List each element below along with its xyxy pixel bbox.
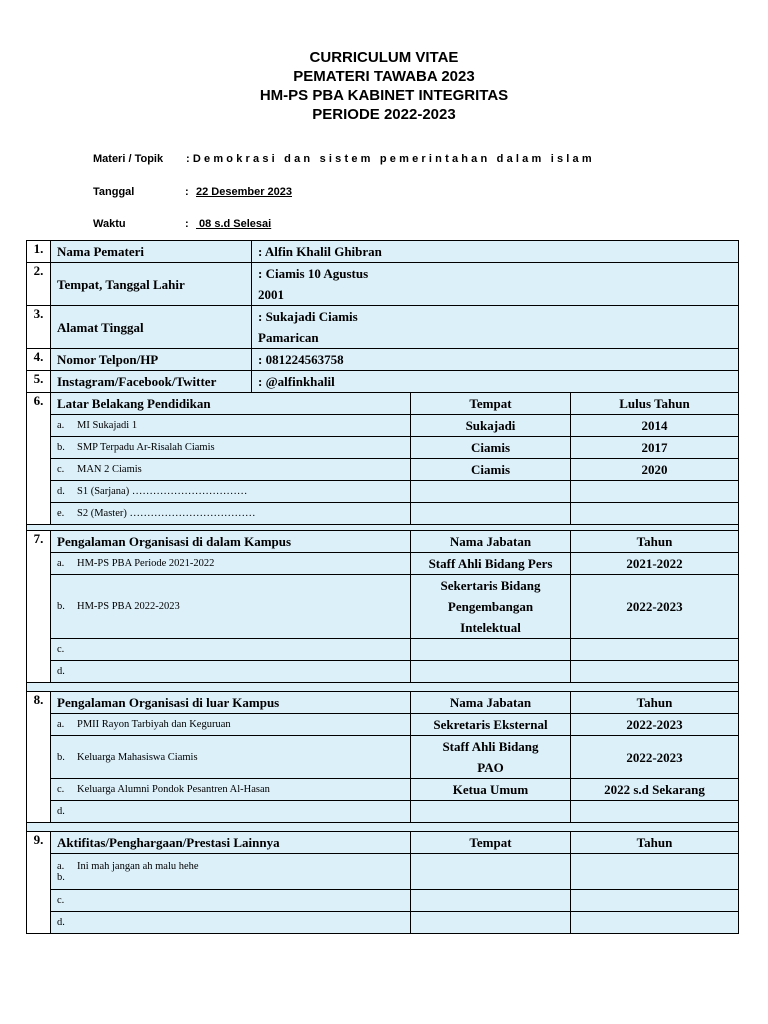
- table-row: [27, 553, 739, 575]
- entry-name: [51, 779, 411, 801]
- entry-name: [51, 912, 411, 934]
- row-number: 3.: [27, 306, 51, 349]
- table-row: [27, 437, 739, 459]
- entry-name: [51, 481, 411, 503]
- profile-value-line: 2001: [258, 287, 284, 302]
- table-row: [27, 503, 739, 525]
- entry-letter: b.: [57, 751, 65, 763]
- profile-value: : Alfin Khalil Ghibran: [252, 241, 739, 263]
- entry-letter: d.: [57, 806, 65, 817]
- profile-label: Alamat Tinggal: [51, 306, 252, 349]
- profile-value-line: : Sukajadi Ciamis: [258, 309, 358, 324]
- profile-row: [27, 263, 739, 306]
- entry-name: [51, 661, 411, 683]
- entry-text: MAN 2 Ciamis: [77, 464, 142, 475]
- section-title: Pengalaman Organisasi di dalam Kampus: [51, 531, 411, 553]
- entry-year: 2022-2023: [571, 736, 739, 779]
- entry-position: [411, 575, 571, 639]
- entry-name: [51, 459, 411, 481]
- column-header: Nama Jabatan: [411, 692, 571, 714]
- waktu-value: 08 s.d Selesai: [196, 218, 272, 230]
- entry-letter: b.: [57, 871, 65, 883]
- table-row: [27, 890, 739, 912]
- position-line: Sekertaris Bidang: [440, 578, 541, 593]
- title-line: PERIODE 2022-2023: [312, 106, 456, 123]
- entry-year: [571, 661, 739, 683]
- table-row: [27, 481, 739, 503]
- table-row: [27, 459, 739, 481]
- spacer: [27, 823, 739, 832]
- entry-year: 2021-2022: [571, 553, 739, 575]
- entry-year: [571, 890, 739, 912]
- entry-year: 2014: [571, 415, 739, 437]
- entry-letter: c.: [57, 895, 65, 906]
- position-line: Intelektual: [460, 620, 521, 635]
- profile-value: : 081224563758: [252, 349, 739, 371]
- section-header-row: [27, 393, 739, 415]
- row-number: 6.: [27, 393, 51, 525]
- entry-name: [51, 415, 411, 437]
- entry-year: 2020: [571, 459, 739, 481]
- entry-position: [411, 801, 571, 823]
- entry-name: [51, 890, 411, 912]
- section-title: Pengalaman Organisasi di luar Kampus: [51, 692, 411, 714]
- profile-row: [27, 306, 739, 349]
- entry-year: [571, 854, 739, 890]
- entry-line: [57, 861, 404, 872]
- entry-letter: d.: [57, 666, 65, 677]
- entry-name: [51, 854, 411, 890]
- profile-value-line: Pamarican: [258, 330, 319, 345]
- row-number: 9.: [27, 832, 51, 934]
- entry-name: [51, 736, 411, 779]
- entry-year: [571, 639, 739, 661]
- column-header: Tahun: [571, 531, 739, 553]
- entry-letter: d.: [57, 486, 65, 497]
- entry-year: 2017: [571, 437, 739, 459]
- table-row: [27, 661, 739, 683]
- entry-year: [571, 481, 739, 503]
- row-number: 7.: [27, 531, 51, 683]
- entry-letter: b.: [57, 442, 65, 453]
- entry-letter: b.: [57, 601, 65, 612]
- section-title: Latar Belakang Pendidikan: [51, 393, 411, 415]
- entry-place: Ciamis: [411, 437, 571, 459]
- column-header: Tahun: [571, 832, 739, 854]
- waktu-colon: :: [185, 218, 189, 230]
- entry-name: [51, 714, 411, 736]
- position-line: PAO: [477, 760, 504, 775]
- entry-year: [571, 912, 739, 934]
- entry-name: [51, 553, 411, 575]
- table-row: [27, 736, 739, 779]
- materi-label: Materi / Topik: [93, 153, 164, 165]
- table-row: [27, 854, 739, 890]
- row-number: 5.: [27, 371, 51, 393]
- entry-text: Keluarga Alumni Pondok Pesantren Al-Hasan: [77, 784, 270, 795]
- tanggal-colon: :: [185, 186, 189, 198]
- entry-text: HM-PS PBA 2022-2023: [77, 601, 180, 612]
- row-number: 8.: [27, 692, 51, 823]
- cv-table: [26, 240, 739, 934]
- entry-position: [411, 661, 571, 683]
- table-row: [27, 575, 739, 639]
- entry-year: 2022-2023: [571, 575, 739, 639]
- section-title: Aktifitas/Penghargaan/Prestasi Lainnya: [51, 832, 411, 854]
- table-row: [27, 779, 739, 801]
- title-line: HM-PS PBA KABINET INTEGRITAS: [259, 87, 509, 104]
- entry-name: [51, 575, 411, 639]
- entry-letter: a.: [57, 420, 65, 431]
- entry-place: Ciamis: [411, 459, 571, 481]
- entry-line: [57, 872, 404, 883]
- document-title: [0, 48, 768, 124]
- row-number: 4.: [27, 349, 51, 371]
- profile-label: Nomor Telpon/HP: [51, 349, 252, 371]
- profile-label: Nama Pemateri: [51, 241, 252, 263]
- profile-value: [252, 263, 739, 306]
- entry-letter: a.: [57, 558, 65, 569]
- title-line: CURRICULUM VITAE: [309, 49, 459, 66]
- entry-name: [51, 639, 411, 661]
- entry-year: [571, 801, 739, 823]
- entry-letter: a.: [57, 860, 65, 872]
- spacer: [27, 683, 739, 692]
- column-header: Tahun: [571, 692, 739, 714]
- column-header: Nama Jabatan: [411, 531, 571, 553]
- spacer-row: [27, 683, 739, 692]
- tanggal-value: 22 Desember 2023: [196, 186, 293, 198]
- section-header-row: [27, 531, 739, 553]
- entry-place: Sukajadi: [411, 415, 571, 437]
- entry-text: S1 (Sarjana) ……………………………: [77, 486, 248, 497]
- entry-place: [411, 854, 571, 890]
- entry-name: [51, 437, 411, 459]
- profile-row: [27, 241, 739, 263]
- entry-text: S2 (Master) ………………………………: [77, 508, 256, 519]
- profile-label: Tempat, Tanggal Lahir: [51, 263, 252, 306]
- tanggal-label: Tanggal: [93, 186, 135, 198]
- entry-place: [411, 503, 571, 525]
- entry-text: Keluarga Mahasiswa Ciamis: [77, 751, 198, 763]
- position-line: Pengembangan: [447, 599, 534, 614]
- entry-position: [411, 736, 571, 779]
- row-number: 2.: [27, 263, 51, 306]
- entry-year: 2022-2023: [571, 714, 739, 736]
- materi-value: :Demokrasi dan sistem pemerintahan dalam islam: [186, 153, 595, 165]
- section-header-row: [27, 692, 739, 714]
- entry-position: Sekretaris Eksternal: [411, 714, 571, 736]
- profile-label: Instagram/Facebook/Twitter: [51, 371, 252, 393]
- entry-year: [571, 503, 739, 525]
- title-line: PEMATERI TAWABA 2023: [293, 68, 475, 85]
- entry-place: [411, 912, 571, 934]
- profile-row: [27, 371, 739, 393]
- entry-place: [411, 890, 571, 912]
- entry-place: [411, 481, 571, 503]
- entry-letter: e.: [57, 508, 65, 519]
- column-header: Tempat: [411, 832, 571, 854]
- section-header-row: [27, 832, 739, 854]
- entry-name: [51, 801, 411, 823]
- entry-letter: d.: [57, 917, 65, 928]
- column-header: Lulus Tahun: [571, 393, 739, 415]
- entry-position: Ketua Umum: [411, 779, 571, 801]
- entry-year: 2022 s.d Sekarang: [571, 779, 739, 801]
- entry-text: HM-PS PBA Periode 2021-2022: [77, 558, 215, 569]
- entry-letter: a.: [57, 719, 65, 730]
- entry-letter: c.: [57, 784, 65, 795]
- entry-text: Ini mah jangan ah malu hehe: [77, 860, 199, 872]
- entry-name: [51, 503, 411, 525]
- entry-position: [411, 639, 571, 661]
- table-row: [27, 639, 739, 661]
- profile-value-line: : Ciamis 10 Agustus: [258, 266, 369, 281]
- column-header: Tempat: [411, 393, 571, 415]
- entry-text: SMP Terpadu Ar-Risalah Ciamis: [77, 442, 215, 453]
- profile-value: [252, 306, 739, 349]
- waktu-label: Waktu: [93, 218, 126, 230]
- row-number: 1.: [27, 241, 51, 263]
- table-row: [27, 714, 739, 736]
- entry-letter: c.: [57, 464, 65, 475]
- position-line: Staff Ahli Bidang: [442, 739, 539, 754]
- entry-text: PMII Rayon Tarbiyah dan Keguruan: [77, 719, 231, 730]
- entry-position: Staff Ahli Bidang Pers: [411, 553, 571, 575]
- entry-text: MI Sukajadi 1: [77, 420, 138, 431]
- table-row: [27, 415, 739, 437]
- spacer-row: [27, 823, 739, 832]
- profile-value: : @alfinkhalil: [252, 371, 739, 393]
- table-row: [27, 912, 739, 934]
- entry-letter: c.: [57, 644, 65, 655]
- table-row: [27, 801, 739, 823]
- profile-row: [27, 349, 739, 371]
